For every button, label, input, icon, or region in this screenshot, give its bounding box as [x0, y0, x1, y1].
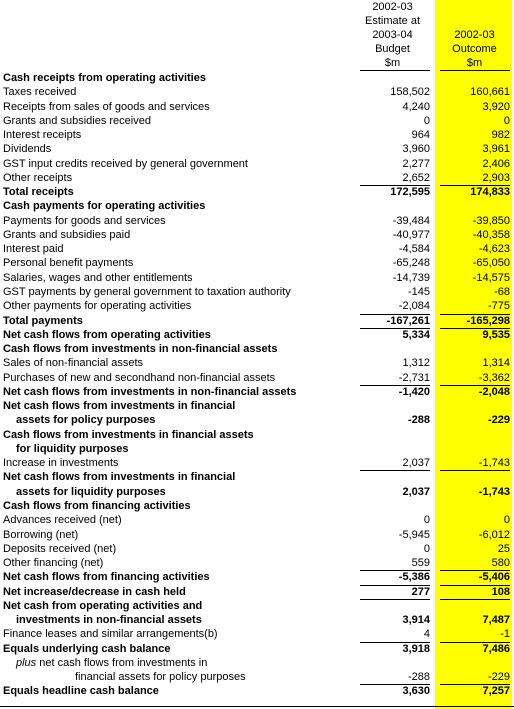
- outcome-column-header: [437, 28, 512, 70]
- estimate-value: -5,386: [398, 571, 430, 584]
- outcome-value: 2,406: [482, 157, 510, 170]
- row-label: Deposits received (net): [3, 542, 117, 555]
- header-text: Outcome: [452, 43, 497, 55]
- estimate-value: 277: [411, 585, 430, 598]
- table-row: [0, 185, 514, 199]
- row-label: Borrowing (net): [3, 528, 79, 541]
- table-row: [0, 542, 514, 556]
- table-row: [0, 256, 514, 270]
- estimate-value: 158,502: [390, 86, 430, 99]
- estimate-value: 2,037: [402, 457, 430, 470]
- estimate-value: 3,960: [402, 143, 430, 156]
- table-row: [0, 656, 514, 670]
- estimate-value: -288: [407, 414, 430, 427]
- outcome-value: -3,362: [478, 371, 510, 384]
- row-label: assets for liquidity purposes: [16, 485, 166, 498]
- row-label: [16, 656, 207, 670]
- table-row: [0, 599, 514, 613]
- row-label: Payments for goods and services: [3, 214, 166, 227]
- estimate-value: 3,918: [402, 642, 430, 655]
- row-label: Net cash flows from investments in financial: [3, 400, 236, 413]
- estimate-column-header: [355, 0, 430, 70]
- row-label: Net increase/decrease in cash held: [3, 585, 186, 598]
- table-row: [0, 513, 514, 527]
- outcome-value: 160,661: [470, 86, 510, 99]
- outcome-value: 7,487: [482, 614, 510, 627]
- table-row: [0, 314, 514, 328]
- outcome-value: -6,012: [478, 528, 510, 541]
- estimate-value: 3,914: [402, 614, 430, 627]
- table-row: [0, 199, 514, 213]
- row-label: Personal benefit payments: [3, 257, 134, 270]
- header-text: 2003-04: [372, 29, 413, 41]
- estimate-value: -14,739: [392, 271, 430, 284]
- table-row: [0, 342, 514, 356]
- table-row: [0, 328, 514, 342]
- row-label: Net cash flows from investments in financial: [3, 471, 236, 484]
- estimate-value: -40,977: [392, 228, 430, 241]
- estimate-value: 4,240: [402, 100, 430, 113]
- estimate-value: -4,584: [398, 243, 430, 256]
- header-text: $m: [384, 57, 401, 69]
- table-row: [0, 399, 514, 413]
- table-row: [0, 456, 514, 470]
- table-bottom-rule: [0, 706, 514, 707]
- row-label: Interest receipts: [3, 129, 82, 142]
- estimate-value: -2,084: [398, 300, 430, 313]
- row-label: Receipts from sales of goods and services: [3, 100, 210, 113]
- table-row: [0, 371, 514, 385]
- row-label: Grants and subsidies paid: [3, 228, 131, 241]
- table-row: [0, 271, 514, 285]
- table-header: [0, 0, 514, 72]
- outcome-value: -4,623: [478, 243, 510, 256]
- row-label: Other receipts: [3, 171, 73, 184]
- table-row: [0, 528, 514, 542]
- table-row: [0, 684, 514, 698]
- estimate-value: 4: [423, 628, 430, 641]
- header-text: 2002-03: [454, 29, 495, 41]
- row-label: Equals headline cash balance: [3, 685, 159, 698]
- table-row: [0, 171, 514, 185]
- estimate-value: 0: [423, 514, 430, 527]
- outcome-value: -65,050: [472, 257, 510, 270]
- outcome-value: -229: [487, 414, 510, 427]
- outcome-value: 25: [497, 542, 510, 555]
- outcome-value: -14,575: [472, 271, 510, 284]
- estimate-value: -2,731: [398, 371, 430, 384]
- table-row: [0, 385, 514, 399]
- row-label: GST payments by general government to taxation authority: [3, 285, 291, 298]
- outcome-value: 580: [491, 557, 510, 570]
- estimate-value: 5,334: [402, 328, 430, 341]
- table-row: [0, 570, 514, 584]
- outcome-value: 1,314: [482, 357, 510, 370]
- table-row: [0, 228, 514, 242]
- table-row: [0, 100, 514, 114]
- estimate-value: -145: [407, 285, 430, 298]
- table-row: [0, 556, 514, 570]
- estimate-value: 559: [411, 557, 430, 570]
- row-label: Net cash flows from financing activities: [3, 571, 210, 584]
- outcome-value: 7,486: [482, 642, 510, 655]
- outcome-value: 174,833: [470, 186, 510, 199]
- row-label: Cash receipts from operating activities: [3, 72, 206, 84]
- table-row: [0, 71, 514, 85]
- row-label: Taxes received: [3, 86, 77, 99]
- table-row: [0, 428, 514, 442]
- estimate-value: -167,261: [386, 314, 430, 327]
- estimate-value: -39,484: [392, 214, 430, 227]
- row-label: GST input credits received by general government: [3, 157, 248, 170]
- table-row: [0, 242, 514, 256]
- table-row: [0, 642, 514, 656]
- table-row: [0, 356, 514, 370]
- cash-flow-table: [0, 71, 514, 699]
- outcome-value: -1,743: [478, 457, 510, 470]
- table-row: [0, 585, 514, 599]
- table-row: [0, 142, 514, 156]
- estimate-value: -65,248: [392, 257, 430, 270]
- table-row: [0, 670, 514, 684]
- table-row: [0, 470, 514, 484]
- header-text: $m: [466, 57, 483, 69]
- row-label: Dividends: [3, 143, 52, 156]
- row-label: Grants and subsidies received: [3, 114, 151, 127]
- row-label: Total receipts: [3, 186, 74, 199]
- estimate-value: 1,312: [402, 357, 430, 370]
- outcome-value: -1,743: [478, 485, 510, 498]
- table-row: [0, 613, 514, 627]
- outcome-value: 982: [491, 129, 510, 142]
- table-row: [0, 627, 514, 641]
- estimate-value: -1,420: [398, 385, 430, 398]
- outcome-value: 3,920: [482, 100, 510, 113]
- row-label: Cash flows from financing activities: [3, 499, 191, 512]
- outcome-value: -2,048: [478, 385, 510, 398]
- estimate-value: 2,037: [402, 485, 430, 498]
- table-row: [0, 85, 514, 99]
- row-label: Other payments for operating activities: [3, 300, 192, 313]
- estimate-value: -5,945: [398, 528, 430, 541]
- outcome-value: -68: [494, 285, 510, 298]
- table-row: [0, 442, 514, 456]
- header-text: 2002-03: [372, 1, 413, 13]
- row-label: Salaries, wages and other entitlements: [3, 271, 193, 284]
- outcome-value: 0: [503, 514, 510, 527]
- row-label: Cash flows from investments in financial assets: [3, 428, 254, 441]
- estimate-value: 2,652: [402, 171, 430, 184]
- outcome-value: -5,406: [478, 571, 510, 584]
- estimate-value: 964: [411, 129, 430, 142]
- row-label: Increase in investments: [3, 457, 119, 470]
- row-label: Equals underlying cash balance: [3, 642, 171, 655]
- table-row: [0, 128, 514, 142]
- outcome-value: -229: [487, 671, 510, 684]
- estimate-value: 0: [423, 114, 430, 127]
- row-label: assets for policy purposes: [16, 414, 156, 427]
- table-row: [0, 499, 514, 513]
- row-label: Net cash flows from operating activities: [3, 328, 211, 341]
- outcome-value: 0: [503, 114, 510, 127]
- outcome-value: 108: [491, 585, 510, 598]
- estimate-value: 2,277: [402, 157, 430, 170]
- row-label-prefix: plus: [16, 656, 37, 669]
- outcome-value: -40,358: [472, 228, 510, 241]
- outcome-value: 7,257: [482, 685, 510, 698]
- table-row: [0, 299, 514, 313]
- row-label-text: net cash flows from investments in: [39, 656, 208, 669]
- header-text: Estimate at: [364, 15, 421, 27]
- table-row: [0, 485, 514, 499]
- row-label: Purchases of new and secondhand non-financial assets: [3, 371, 276, 384]
- row-label: Other financing (net): [3, 557, 104, 570]
- outcome-value: -775: [487, 300, 510, 313]
- row-label: Net cash from operating activities and: [3, 599, 203, 612]
- row-label: financial assets for policy purposes: [75, 671, 246, 684]
- row-label: Advances received (net): [3, 514, 122, 527]
- outcome-value: 9,535: [482, 328, 510, 341]
- row-label: investments in non-financial assets: [16, 614, 202, 627]
- outcome-value: -165,298: [466, 314, 510, 327]
- estimate-value: -288: [407, 671, 430, 684]
- row-label: Interest paid: [3, 243, 64, 256]
- table-row: [0, 157, 514, 171]
- outcome-value: 2,903: [482, 171, 510, 184]
- row-label: Total payments: [3, 314, 83, 327]
- row-label: Sales of non-financial assets: [3, 357, 144, 370]
- estimate-value: 3,630: [402, 685, 430, 698]
- estimate-value: 172,595: [390, 186, 430, 199]
- table-row: [0, 114, 514, 128]
- row-label: for liquidity purposes: [16, 442, 129, 455]
- outcome-value: -39,850: [472, 214, 510, 227]
- row-label: Cash flows from investments in non-financial assets: [3, 343, 278, 356]
- row-label: Finance leases and similar arrangements(b): [3, 628, 218, 641]
- table-row: [0, 214, 514, 228]
- table-row: [0, 285, 514, 299]
- row-label: Net cash flows from investments in non-financial assets: [3, 385, 297, 398]
- estimate-value: 0: [423, 542, 430, 555]
- row-label: Cash payments for operating activities: [3, 200, 206, 213]
- header-text: Budget: [375, 43, 410, 55]
- outcome-value: -1: [500, 628, 510, 641]
- table-row: [0, 413, 514, 427]
- outcome-value: 3,961: [482, 143, 510, 156]
